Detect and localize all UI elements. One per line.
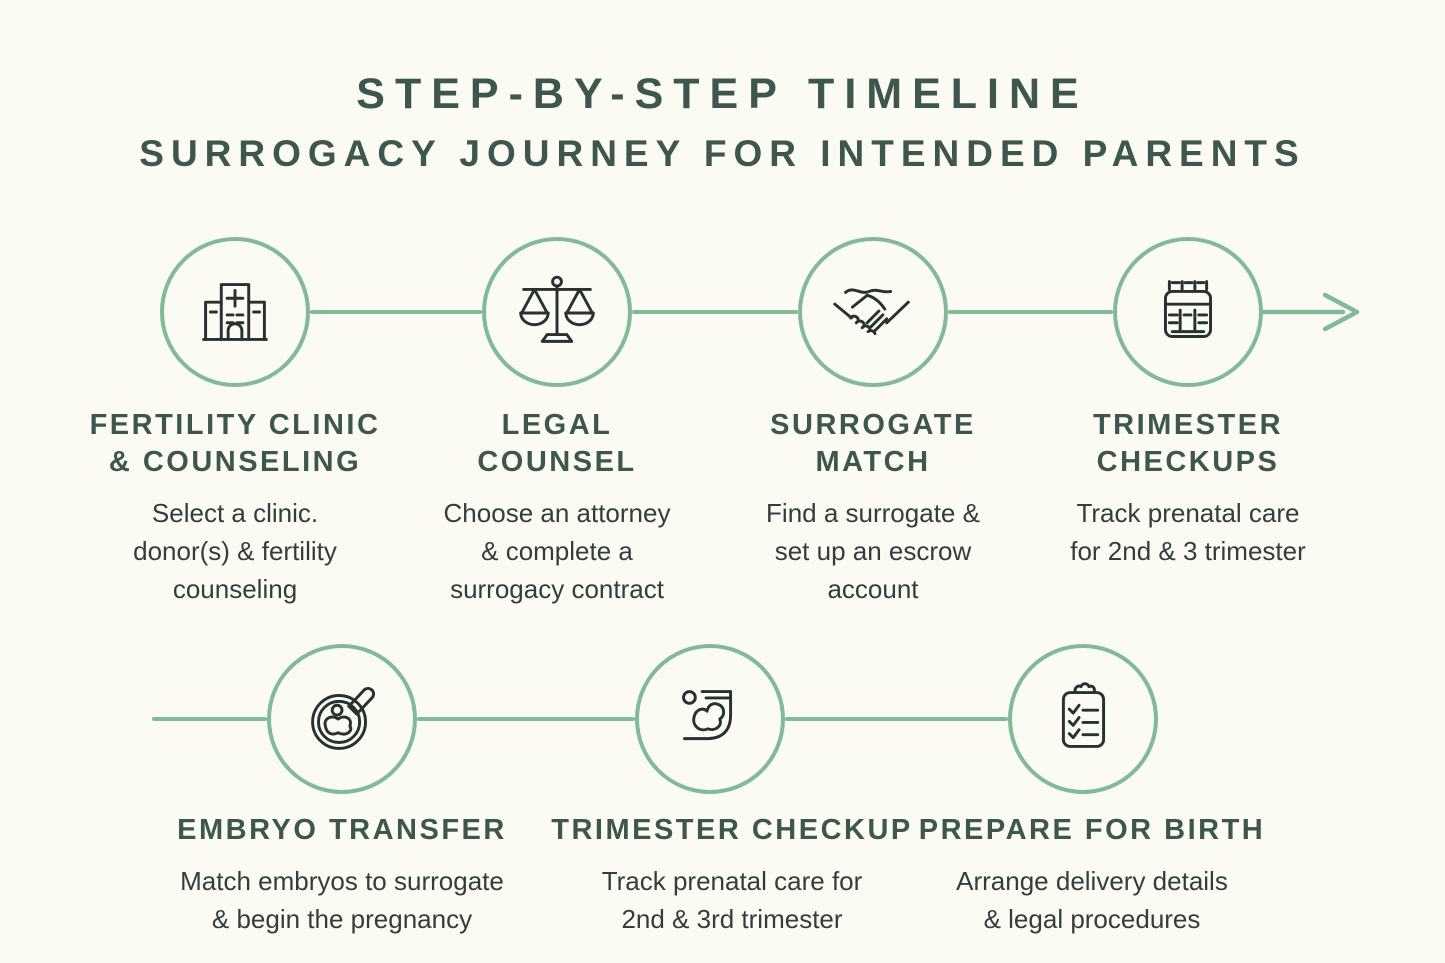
petri-dish-icon — [293, 670, 391, 768]
step-description: Track prenatal care for 2nd & 3rd trimester — [601, 866, 863, 934]
step-trimester-checkups — [1008, 407, 1368, 570]
connector-line — [948, 310, 1113, 314]
page-subtitle: SURROGACY JOURNEY FOR INTENDED PARENTS — [139, 133, 1306, 174]
step-description: Find a surrogate & set up an escrow account — [766, 498, 980, 604]
ultrasound-icon — [661, 670, 759, 768]
scales-icon — [508, 263, 606, 361]
connector-line — [632, 310, 798, 314]
step-circle-prepare-for-birth — [1008, 644, 1158, 794]
connector-line — [417, 717, 635, 721]
step-title: EMBRYO TRANSFER — [177, 814, 507, 846]
step-circle-trimester-checkup — [635, 644, 785, 794]
page-title: STEP-BY-STEP TIMELINE — [356, 70, 1089, 118]
step-description: Track prenatal care for 2nd & 3 trimester — [1070, 498, 1306, 566]
step-title: PREPARE FOR BIRTH — [918, 814, 1266, 846]
hospital-icon — [186, 263, 284, 361]
step-surrogate-match — [693, 407, 1053, 608]
calendar-icon — [1139, 263, 1237, 361]
step-circle-fertility-clinic — [160, 237, 310, 387]
step-title: TRIMESTER CHECKUPS — [1092, 409, 1284, 478]
step-description: Arrange delivery details & legal procedures — [956, 866, 1228, 934]
connector-line — [310, 310, 482, 314]
step-circle-legal-counsel — [482, 237, 632, 387]
connector-line — [152, 717, 267, 721]
step-title: FERTILITY CLINIC & COUNSELING — [89, 409, 381, 478]
clipboard-icon — [1034, 670, 1132, 768]
step-title: TRIMESTER CHECKUP — [551, 814, 913, 846]
step-description: Select a clinic. donor(s) & fertility counseling — [133, 498, 337, 604]
step-circle-trimester-checkups — [1113, 237, 1263, 387]
step-description: Match embryos to surrogate & begin the pregnancy — [180, 866, 504, 934]
step-embryo-transfer — [122, 812, 562, 938]
step-circle-embryo-transfer — [267, 644, 417, 794]
arrow-right-icon — [1263, 290, 1363, 334]
step-description: Choose an attorney & complete a surrogacy contract — [443, 498, 671, 604]
connector-line — [785, 717, 1008, 721]
handshake-icon — [824, 263, 922, 361]
step-legal-counsel — [377, 407, 737, 608]
step-prepare-for-birth — [872, 812, 1312, 938]
step-title: LEGAL COUNSEL — [477, 409, 637, 478]
step-title: SURROGATE MATCH — [770, 409, 976, 478]
step-fertility-clinic — [55, 407, 415, 608]
step-circle-surrogate-match — [798, 237, 948, 387]
